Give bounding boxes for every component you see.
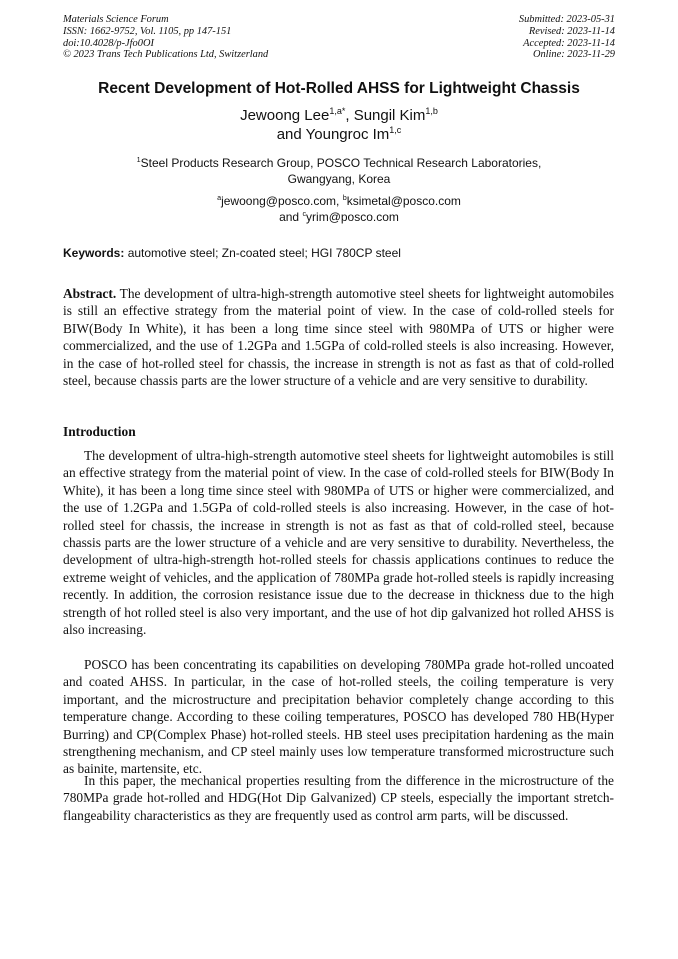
journal-issn: ISSN: 1662-9752, Vol. 1105, pp 147-151 <box>63 25 232 37</box>
journal-doi: doi:10.4028/p-Jfo0OI <box>63 37 154 49</box>
journal-name: Materials Science Forum <box>63 14 169 25</box>
author-name: Sungil Kim <box>353 107 426 124</box>
affiliation-line: Steel Products Research Group, POSCO Technical Research Laboratories, <box>140 156 542 170</box>
email-link[interactable]: jewoong@posco.com <box>221 194 337 208</box>
author-emails <box>0 193 678 225</box>
abstract <box>63 285 614 389</box>
author-name: Youngroc Im <box>305 126 390 143</box>
affiliation-marker: 1 <box>136 155 141 164</box>
date-submitted: Submitted: 2023-05-31 <box>518 14 615 25</box>
author-list <box>0 106 678 144</box>
email-marker: a <box>217 193 222 202</box>
date-revised: Revised: 2023-11-14 <box>528 25 615 37</box>
body-paragraph <box>63 772 614 824</box>
abstract-text: The development of ultra-high-strength automotive steel sheets for lightweight automobiles is still an effective strategy from the material point of view. In the case of cold-rolled steels for BIW(Body In White), it has been a long time since steel with 980MPa of UTS or higher were commercialized, and the use of 1.2GPa and 1.5GPa of cold-rolled steels is also increasing. However, in the case of hot-rolled steel for chassis, the increase in strength is not as fast as that of cold-rolled steel, because chassis parts are the lower structure of a vehicle and are very sensitive to durability. <box>63 286 614 389</box>
abstract-label: Abstract. <box>63 286 117 301</box>
body-paragraph <box>63 656 614 778</box>
paragraph-text: The development of ultra-high-strength automotive steel sheets for lightweight automobiles is still an effective strategy from the material point of view. In the case of cold-rolled steels for BIW(Body In White), it has been a long time since steel with 980MPa of UTS or higher were commercialized, and the use of 1.2GPa and 1.5GPa of cold-rolled steels is also increasing. However, in the case of hot-rolled steel for chassis, the increase in strength is not as fast as that of cold-rolled steel, because chassis parts are the lower structure of a vehicle and are very sensitive to durability. Nevertheless, the development of ultra-high-strength hot-rolled steels for chassis applications continues to reduce the extreme weight of vehicles, and the application of 780MPa grade hot-rolled steels is rapidly increasing recently. In addition, the corrosion resistance issue due to the decrease in thickness due to the high strength of hot rolled steel is also very important, and the use of hot dip galvanized hot rolled AHSS is also increasing. <box>63 448 614 638</box>
affiliation <box>0 155 678 187</box>
keywords <box>63 246 401 260</box>
keywords-value: automotive steel; Zn-coated steel; HGI 780CP steel <box>124 246 401 260</box>
date-accepted: Accepted: 2023-11-14 <box>523 37 615 49</box>
paragraph-text: In this paper, the mechanical properties resulting from the difference in the microstructure of the 780MPa grade hot-rolled and HDG(Hot Dip Galvanized) CP steels, especially the important stretch-flangeability characteristics as they are frequently used as control arm parts, will be discussed. <box>63 773 614 823</box>
paragraph-text: POSCO has been concentrating its capabilities on developing 780MPa grade hot-rolled uncoated and coated AHSS. In particular, in the case of hot-rolled steels, the coiling temperature is very important, and the microstructure and precipitation behavior completely change according to this temperature change. According to these coiling temperatures, POSCO has developed 780 HB(Hyper Burring) and CP(Complex Phase) hot-rolled steels. HB steel uses precipitation hardening as the main strengthening mechanism, and CP steel mainly uses low temperature transformed microstructure such as bainite, martensite, etc. <box>63 657 614 777</box>
email-separator: , <box>336 194 343 208</box>
author-affiliation-marker: 1,a* <box>329 106 346 116</box>
section-heading-introduction: Introduction <box>63 424 136 439</box>
email-marker: b <box>342 193 347 202</box>
affiliation-line: Gwangyang, Korea <box>287 172 391 186</box>
email-link[interactable]: ksimetal@posco.com <box>346 194 461 208</box>
author-affiliation-marker: 1,c <box>389 125 402 135</box>
email-conjunction: and <box>279 210 303 224</box>
paper-title: Recent Development of Hot-Rolled AHSS for Lightweight Chassis <box>98 80 580 97</box>
author-affiliation-marker: 1,b <box>425 106 438 116</box>
author-conjunction: and <box>276 126 306 143</box>
body-paragraph <box>63 447 614 638</box>
email-link[interactable]: yrim@posco.com <box>306 210 399 224</box>
journal-info <box>63 14 268 61</box>
email-marker: c <box>302 209 307 218</box>
publication-dates <box>519 14 615 61</box>
author-name: Jewoong Lee <box>240 107 330 124</box>
journal-copyright: © 2023 Trans Tech Publications Ltd, Switzerland <box>63 49 269 61</box>
date-online: Online: 2023-11-29 <box>532 49 615 61</box>
author-separator: , <box>345 107 354 124</box>
keywords-label: Keywords: <box>63 246 125 260</box>
